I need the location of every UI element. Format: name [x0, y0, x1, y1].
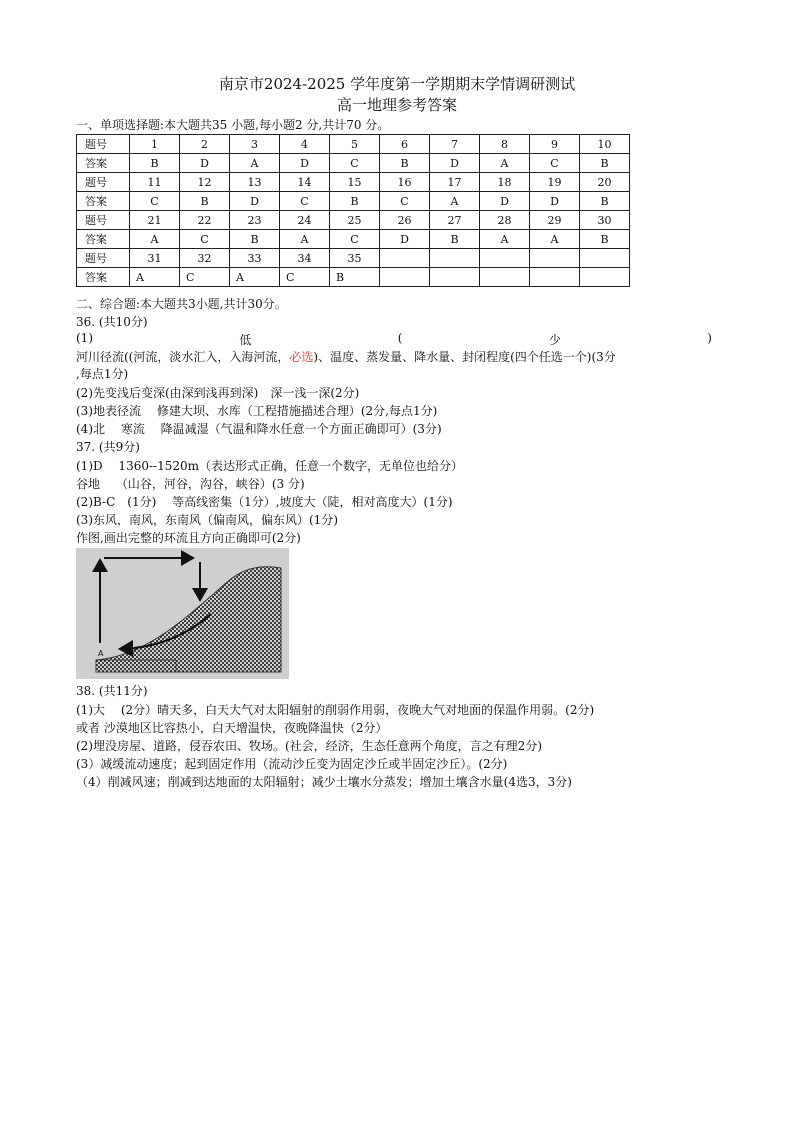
answer-row: [77, 230, 630, 249]
answer-cell: [530, 268, 580, 287]
answer-cell: D: [280, 154, 330, 173]
circulation-diagram: [76, 548, 289, 679]
answer-cell: C: [530, 154, 580, 173]
q36-heading: 36. (共10分): [76, 315, 148, 329]
q38-line3: (2)埋没房屋、道路，侵吞农田、牧场。(社会，经济，生态任意两个角度，言之有理2分): [76, 739, 542, 753]
q36-line3: ,每点1分): [76, 367, 129, 381]
question-number-cell: 25: [330, 211, 380, 230]
question-number-cell: 28: [480, 211, 530, 230]
answer-row: [77, 192, 630, 211]
answer-cell: D: [480, 192, 530, 211]
answer-cell: B: [430, 230, 480, 249]
answer-row: [77, 154, 630, 173]
question-number-cell: 6: [380, 135, 430, 154]
q37-line5: 作图,画出完整的环流且方向正确即可(2分): [76, 531, 301, 545]
answer-row: [77, 268, 630, 287]
question-number-cell: 14: [280, 173, 330, 192]
answer-cell: B: [330, 192, 380, 211]
q38-line5: （4）削减风速；削减到达地面的太阳辐射；减少土壤水分蒸发；增加土壤含水量(4选3，3分): [76, 775, 572, 789]
question-number-cell: 32: [180, 249, 230, 268]
question-number-cell: 9: [530, 135, 580, 154]
answer-cell: A: [530, 230, 580, 249]
row-label-question: 题号: [77, 211, 130, 230]
q36-l2-required: 必选: [289, 350, 314, 364]
valley-floor: [96, 660, 176, 672]
question-number-cell: 8: [480, 135, 530, 154]
answer-cell: C: [280, 268, 330, 287]
answer-cell: A: [230, 154, 280, 173]
q36-l1-num: (1): [76, 331, 93, 345]
question-number-cell: 29: [530, 211, 580, 230]
answer-cell: B: [580, 192, 630, 211]
answer-cell: A: [230, 268, 280, 287]
answer-cell: A: [430, 192, 480, 211]
answer-cell: C: [380, 192, 430, 211]
q37-line3: (2)B-C (1分) 等高线密集（1分）,坡度大（陡，相对高度大）(1分): [76, 495, 453, 509]
q38-heading: 38. (共11分): [76, 684, 148, 698]
question-number-cell: 30: [580, 211, 630, 230]
row-label-question: 题号: [77, 135, 130, 154]
answer-cell: [580, 268, 630, 287]
question-number-cell: 21: [130, 211, 180, 230]
question-number-cell: 18: [480, 173, 530, 192]
answer-cell: B: [580, 230, 630, 249]
question-number-cell: 16: [380, 173, 430, 192]
answer-cell: C: [330, 230, 380, 249]
q38-line2: 或者 沙漠地区比容热小，白天增温快，夜晚降温快（2分）: [76, 721, 388, 735]
q36-l1-less: 少: [548, 333, 561, 347]
q36-line6: (4)北 寒流 降温减湿（气温和降水任意一个方面正确即可）(3分): [76, 422, 442, 436]
question-number-cell: 15: [330, 173, 380, 192]
row-label-question: 题号: [77, 173, 130, 192]
answer-cell: B: [230, 230, 280, 249]
question-number-row: [77, 135, 630, 154]
question-number-row: [77, 211, 630, 230]
circulation-diagram-svg: [76, 548, 289, 679]
row-label-answer: 答案: [77, 268, 130, 287]
question-number-cell: [580, 249, 630, 268]
answer-cell: C: [180, 230, 230, 249]
point-a-label: A: [98, 649, 104, 658]
question-number-cell: 34: [280, 249, 330, 268]
answer-cell: A: [130, 268, 180, 287]
question-number-cell: 5: [330, 135, 380, 154]
question-number-cell: 11: [130, 173, 180, 192]
answer-cell: A: [130, 230, 180, 249]
answer-cell: B: [130, 154, 180, 173]
question-number-cell: 4: [280, 135, 330, 154]
q36-line1: [76, 331, 712, 348]
question-number-cell: 27: [430, 211, 480, 230]
answer-cell: A: [480, 230, 530, 249]
q36-l1-close: ): [707, 331, 712, 345]
answer-cell: B: [330, 268, 380, 287]
question-number-cell: 10: [580, 135, 630, 154]
question-number-cell: 13: [230, 173, 280, 192]
question-number-cell: 3: [230, 135, 280, 154]
row-label-answer: 答案: [77, 230, 130, 249]
question-number-row: [77, 173, 630, 192]
answer-cell: C: [280, 192, 330, 211]
question-number-row: [77, 249, 630, 268]
q37-line1: (1)D 1360--1520m（表达形式正确，任意一个数字，无单位也给分）: [76, 459, 464, 473]
answer-cell: C: [130, 192, 180, 211]
question-number-cell: 33: [230, 249, 280, 268]
q38-line4: (3）减缓流动速度；起到固定作用（流动沙丘变为固定沙丘或半固定沙丘）。(2分): [76, 757, 508, 771]
question-number-cell: [430, 249, 480, 268]
question-number-cell: [480, 249, 530, 268]
answer-cell: [480, 268, 530, 287]
question-number-cell: 12: [180, 173, 230, 192]
question-number-cell: 31: [130, 249, 180, 268]
answer-cell: [430, 268, 480, 287]
answer-cell: D: [230, 192, 280, 211]
answer-cell: D: [380, 230, 430, 249]
q36-l2b: )、温度、蒸发量、降水量、封闭程度(四个任选一个)(3分: [313, 350, 616, 364]
question-number-cell: 1: [130, 135, 180, 154]
question-number-cell: 19: [530, 173, 580, 192]
answer-cell: A: [280, 230, 330, 249]
answer-cell: [380, 268, 430, 287]
answer-cell: A: [480, 154, 530, 173]
q37-line2: 谷地 （山谷，河谷，沟谷，峡谷）(3 分): [76, 477, 305, 491]
q36-line4: (2)先变浅后变深(由深到浅再到深) 深一浅一深(2分): [76, 386, 360, 400]
question-number-cell: 7: [430, 135, 480, 154]
section1-heading: 一、单项选择题:本大题共35 小题,每小题2 分,共计70 分。: [76, 118, 390, 132]
question-number-cell: 24: [280, 211, 330, 230]
answer-cell: B: [580, 154, 630, 173]
q37-line4: (3)东风，南风，东南风（偏南风，偏东风）(1分): [76, 513, 338, 527]
q36-l1-open: (: [397, 331, 403, 345]
question-number-cell: 23: [230, 211, 280, 230]
row-label-question: 题号: [77, 249, 130, 268]
question-number-cell: 20: [580, 173, 630, 192]
answer-cell: D: [430, 154, 480, 173]
q38-line1: (1)大 (2分）晴天多，白天大气对太阳辐射的削弱作用弱，夜晚大气对地面的保温作用弱。(2分): [76, 703, 595, 717]
answer-table: [76, 134, 630, 287]
question-number-cell: 17: [430, 173, 480, 192]
question-number-cell: [530, 249, 580, 268]
answer-cell: B: [180, 192, 230, 211]
question-number-cell: 22: [180, 211, 230, 230]
document-title: 南京市2024-2025 学年度第一学期期末学情调研测试: [218, 75, 576, 93]
q36-line2: [76, 350, 616, 364]
question-number-cell: 35: [330, 249, 380, 268]
question-number-cell: 2: [180, 135, 230, 154]
q36-l2a: 河川径流((河流，淡水汇入，入海河流，: [76, 350, 290, 364]
q37-heading: 37. (共9分): [76, 440, 140, 454]
row-label-answer: 答案: [77, 192, 130, 211]
row-label-answer: 答案: [77, 154, 130, 173]
answer-cell: D: [180, 154, 230, 173]
question-number-cell: [380, 249, 430, 268]
document-subtitle: 高一地理参考答案: [336, 96, 457, 114]
question-number-cell: 26: [380, 211, 430, 230]
section2-heading: 二、综合题:本大题共3小题,共计30分。: [76, 297, 287, 311]
answer-cell: C: [180, 268, 230, 287]
answer-cell: D: [530, 192, 580, 211]
q36-l1-low: 低: [239, 333, 252, 347]
answer-cell: C: [330, 154, 380, 173]
q36-line5: (3)地表径流 修建大坝、水库（工程措施描述合理）(2分,每点1分): [76, 404, 438, 418]
answer-cell: B: [380, 154, 430, 173]
